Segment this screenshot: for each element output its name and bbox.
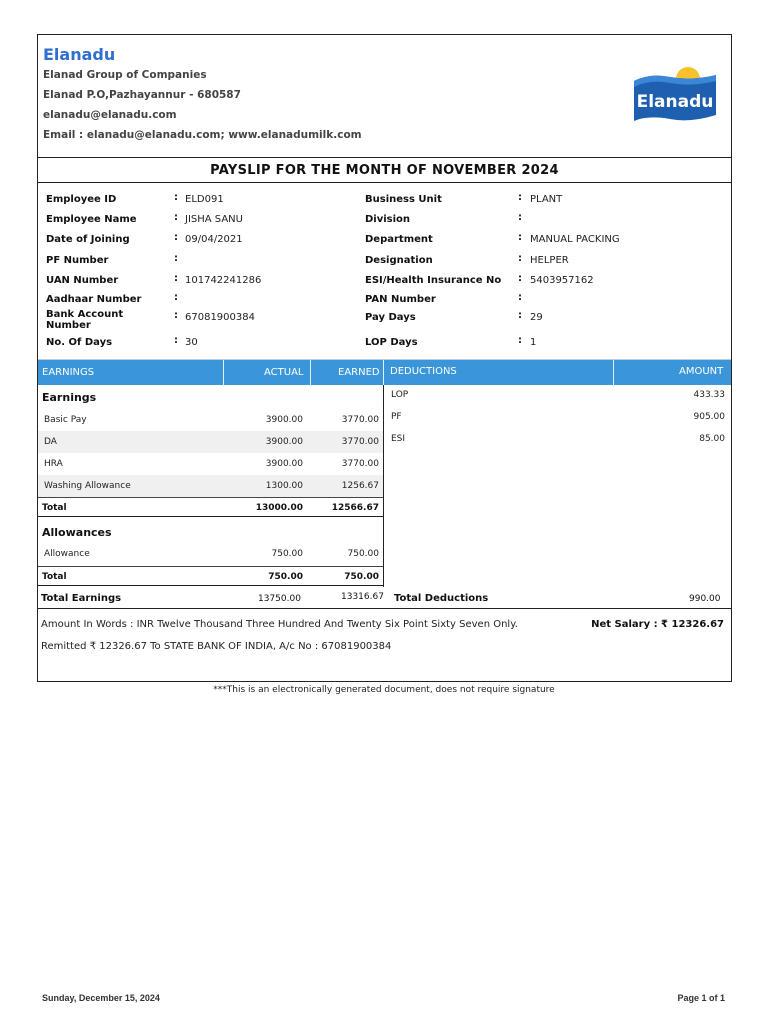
- employee-id-label: Employee ID: [46, 194, 117, 205]
- earning-row: [38, 453, 383, 475]
- business-unit-label: Business Unit: [365, 194, 442, 205]
- uan-number-value: 101742241286: [185, 275, 262, 286]
- deduction-amount: 905.00: [693, 412, 725, 422]
- no-of-days-label: No. Of Days: [46, 337, 113, 348]
- amount-in-words: Amount In Words : INR Twelve Thousand Three Hundred And Twenty Six Point Sixty Seven Only.: [41, 619, 518, 630]
- net-salary: Net Salary : ₹ 12326.67: [591, 619, 724, 630]
- allowances-total-earned: 750.00: [344, 572, 379, 582]
- bank-account-value: 67081900384: [185, 312, 255, 323]
- company-contact: Email : elanadu@elanadu.com; www.elanadumilk.com: [43, 129, 362, 141]
- salary-table-header: [38, 359, 731, 385]
- pay-days-colon: :: [518, 310, 522, 321]
- allowances-title: Allowances: [42, 526, 112, 539]
- designation-label: Designation: [365, 255, 433, 266]
- deduction-row: [385, 434, 731, 456]
- date-of-joining-colon: :: [174, 232, 178, 243]
- amount-header: AMOUNT: [679, 366, 724, 377]
- employee-name-label: Employee Name: [46, 214, 137, 225]
- earnings-header: EARNINGS: [42, 367, 95, 378]
- lop-days-label: LOP Days: [365, 337, 418, 348]
- earning-earned: 3770.00: [341, 437, 379, 447]
- earning-earned: 3770.00: [341, 459, 379, 469]
- deduction-row: [385, 412, 731, 434]
- esi-number-colon: :: [518, 273, 522, 284]
- allowance-name: Allowance: [44, 549, 90, 559]
- lop-days-colon: :: [518, 335, 522, 346]
- pf-number-colon: :: [174, 253, 178, 264]
- earning-name: HRA: [44, 459, 63, 469]
- earning-actual: 3900.00: [265, 459, 303, 469]
- allowances-total-row: [38, 566, 383, 586]
- deduction-row: [385, 390, 731, 412]
- employee-name-colon: :: [174, 212, 178, 223]
- department-label: Department: [365, 234, 433, 245]
- total-deductions-amount: 990.00: [689, 594, 721, 604]
- business-unit-colon: :: [518, 192, 522, 203]
- actual-header: ACTUAL: [264, 367, 304, 378]
- pay-days-label: Pay Days: [365, 312, 416, 323]
- division-label: Division: [365, 214, 411, 225]
- allowance-actual: 750.00: [271, 549, 303, 559]
- total-deductions-label: Total Deductions: [394, 593, 489, 604]
- designation-value: HELPER: [530, 255, 569, 266]
- date-of-joining-label: Date of Joining: [46, 234, 130, 245]
- business-unit-value: PLANT: [530, 194, 563, 205]
- deductions-section: [385, 385, 731, 587]
- earned-header: EARNED: [338, 367, 380, 378]
- header-divider: [613, 360, 614, 385]
- allowances-total-label: Total: [42, 572, 67, 582]
- earnings-total-row: [38, 497, 383, 517]
- deduction-name: ESI: [391, 434, 406, 444]
- company-email: elanadu@elanadu.com: [43, 109, 177, 121]
- deduction-amount: 433.33: [693, 390, 725, 400]
- aadhaar-number-colon: :: [174, 292, 178, 303]
- bank-account-label: Bank Account Number: [46, 309, 124, 331]
- company-name: Elanadu: [43, 45, 116, 64]
- total-earnings-actual: 13750.00: [258, 594, 301, 604]
- earning-row: [38, 409, 383, 431]
- deduction-name: PF: [391, 412, 402, 422]
- pan-number-colon: :: [518, 292, 522, 303]
- deduction-amount: 85.00: [699, 434, 725, 444]
- company-header: [38, 35, 731, 157]
- deductions-header: DEDUCTIONS: [390, 366, 457, 377]
- elanadu-logo: [630, 65, 720, 125]
- company-group: Elanad Group of Companies: [43, 69, 207, 81]
- lop-days-value: 1: [530, 337, 537, 348]
- employee-id-value: ELD091: [185, 194, 224, 205]
- payslip-frame: [37, 34, 732, 682]
- allowance-row: [38, 543, 383, 565]
- header-divider: [383, 360, 384, 385]
- no-of-days-colon: :: [174, 335, 178, 346]
- earning-row: [38, 475, 383, 497]
- aadhaar-number-label: Aadhaar Number: [46, 294, 142, 305]
- header-divider: [310, 360, 311, 385]
- earnings-section: [38, 385, 384, 587]
- allowances-total-actual: 750.00: [268, 572, 303, 582]
- header-divider: [223, 360, 224, 385]
- division-colon: :: [518, 212, 522, 223]
- earnings-total-actual: 13000.00: [255, 503, 303, 513]
- earning-actual: 1300.00: [265, 481, 303, 491]
- employee-id-colon: :: [174, 192, 178, 203]
- earnings-total-earned: 12566.67: [331, 503, 379, 513]
- date-of-joining-value: 09/04/2021: [185, 234, 243, 245]
- employee-name-value: JISHA SANU: [185, 214, 243, 225]
- footer-page-number: Page 1 of 1: [677, 993, 725, 1003]
- earning-name: Basic Pay: [44, 415, 87, 425]
- uan-number-label: UAN Number: [46, 275, 119, 286]
- allowance-earned: 750.00: [347, 549, 379, 559]
- grand-totals-row: [38, 587, 731, 609]
- company-address: Elanad P.O,Pazhayannur - 680587: [43, 89, 241, 101]
- payslip-title: PAYSLIP FOR THE MONTH OF NOVEMBER 2024: [38, 157, 731, 183]
- pan-number-label: PAN Number: [365, 294, 436, 305]
- earning-actual: 3900.00: [265, 437, 303, 447]
- designation-colon: :: [518, 253, 522, 264]
- total-earnings-earned: 13316.67: [341, 592, 384, 602]
- earnings-title: Earnings: [42, 391, 97, 404]
- bank-account-colon: :: [174, 310, 178, 321]
- earning-name: DA: [44, 437, 57, 447]
- earning-row: [38, 431, 383, 453]
- remittance-info: Remitted ₹ 12326.67 To STATE BANK OF INDIA, A/c No : 67081900384: [41, 641, 392, 652]
- earning-name: Washing Allowance: [44, 481, 131, 491]
- earning-earned: 3770.00: [341, 415, 379, 425]
- footer-date: Sunday, December 15, 2024: [42, 993, 160, 1003]
- earning-actual: 3900.00: [265, 415, 303, 425]
- department-value: MANUAL PACKING: [530, 234, 620, 245]
- no-of-days-value: 30: [185, 337, 198, 348]
- esi-number-value: 5403957162: [530, 275, 594, 286]
- signature-note: ***This is an electronically generated document, does not require signature: [213, 685, 555, 695]
- esi-number-label: ESI/Health Insurance No: [365, 275, 502, 286]
- uan-number-colon: :: [174, 273, 178, 284]
- deduction-name: LOP: [391, 390, 409, 400]
- total-earnings-label: Total Earnings: [41, 593, 122, 604]
- pay-days-value: 29: [530, 312, 543, 323]
- earnings-total-label: Total: [42, 503, 67, 513]
- pf-number-label: PF Number: [46, 255, 109, 266]
- logo-text: Elanadu: [636, 92, 714, 112]
- department-colon: :: [518, 232, 522, 243]
- earning-earned: 1256.67: [341, 481, 379, 491]
